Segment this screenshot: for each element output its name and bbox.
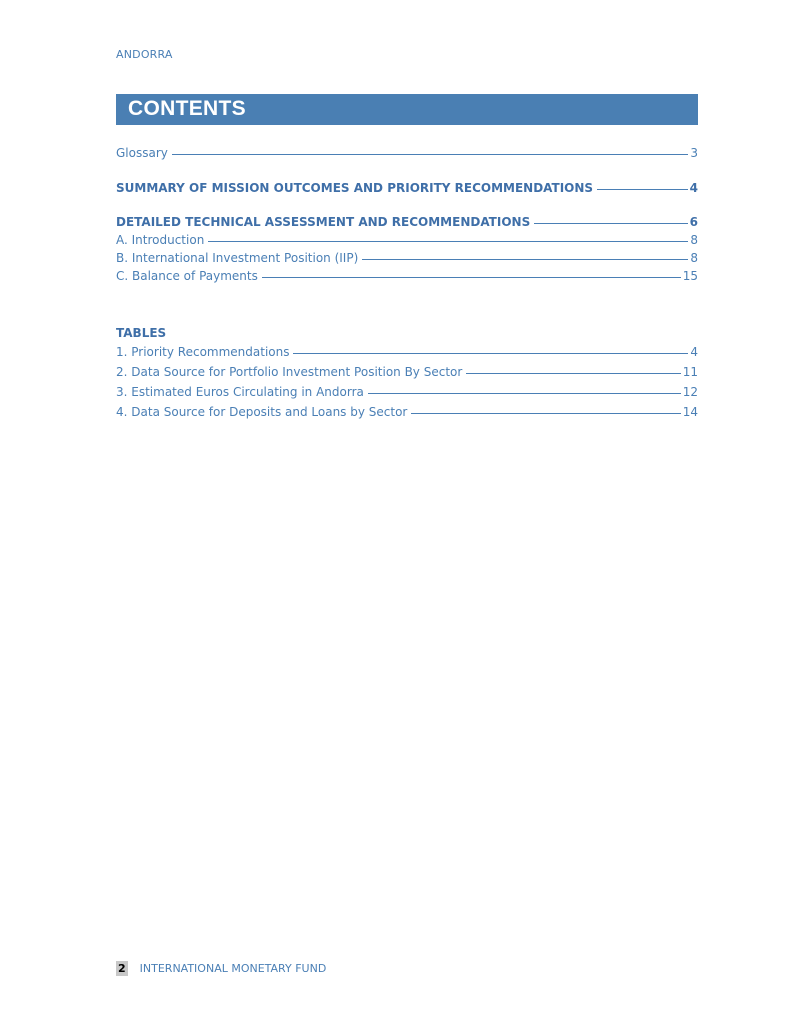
toc-entry-balance-of-payments[interactable] bbox=[116, 269, 698, 287]
dot-leader bbox=[597, 189, 688, 190]
toc-entry-label: SUMMARY OF MISSION OUTCOMES AND PRIORITY RECOMMENDATIONS bbox=[116, 181, 594, 195]
dot-leader bbox=[262, 277, 681, 278]
toc-entry-glossary[interactable] bbox=[116, 146, 698, 164]
page-footer bbox=[116, 961, 326, 976]
toc-entry-page: 6 bbox=[689, 215, 698, 229]
toc-entry-page: 15 bbox=[682, 269, 698, 283]
dot-leader bbox=[368, 393, 681, 394]
toc-entry-page: 4 bbox=[690, 345, 698, 359]
contents-banner bbox=[116, 94, 698, 125]
toc-entry-page: 8 bbox=[690, 233, 698, 247]
footer-organization: INTERNATIONAL MONETARY FUND bbox=[139, 962, 327, 975]
dot-leader bbox=[466, 373, 680, 374]
toc-entry-page: 12 bbox=[682, 385, 698, 399]
footer-page-number: 2 bbox=[118, 962, 126, 975]
toc-entry-label: A. Introduction bbox=[116, 233, 205, 247]
toc-entry-introduction[interactable] bbox=[116, 233, 698, 251]
tables-heading: TABLES bbox=[116, 326, 167, 340]
toc-entry-summary[interactable] bbox=[116, 181, 698, 199]
toc-entry-table-2[interactable] bbox=[116, 365, 698, 385]
toc-entry-table-3[interactable] bbox=[116, 385, 698, 405]
toc-entry-label: 2. Data Source for Portfolio Investment Position By Sector bbox=[116, 365, 463, 379]
toc-entry-label: C. Balance of Payments bbox=[116, 269, 258, 283]
toc-entry-detailed-assessment[interactable] bbox=[116, 215, 698, 233]
toc-group-tables bbox=[116, 345, 698, 425]
toc-entry-page: 3 bbox=[690, 146, 698, 160]
dot-leader bbox=[172, 154, 688, 155]
toc-entry-label: DETAILED TECHNICAL ASSESSMENT AND RECOMMENDATIONS bbox=[116, 215, 531, 229]
toc-entry-page: 8 bbox=[690, 251, 698, 265]
dot-leader bbox=[208, 241, 688, 242]
dot-leader bbox=[411, 413, 680, 414]
running-head: ANDORRA bbox=[116, 48, 173, 61]
toc-entry-label: B. International Investment Position (IIP) bbox=[116, 251, 359, 265]
toc-entry-label: 4. Data Source for Deposits and Loans by Sector bbox=[116, 405, 408, 419]
toc-entry-label: 1. Priority Recommendations bbox=[116, 345, 290, 359]
dot-leader bbox=[534, 223, 687, 224]
dot-leader bbox=[293, 353, 688, 354]
toc-entry-label: Glossary bbox=[116, 146, 168, 160]
toc-entry-label: 3. Estimated Euros Circulating in Andorra bbox=[116, 385, 364, 399]
toc-entry-page: 4 bbox=[689, 181, 698, 195]
toc-entry-page: 11 bbox=[682, 365, 698, 379]
toc-group-detailed bbox=[116, 215, 698, 287]
toc-entry-table-1[interactable] bbox=[116, 345, 698, 365]
contents-title: CONTENTS bbox=[128, 97, 246, 120]
toc-entry-iip[interactable] bbox=[116, 251, 698, 269]
toc-group-summary bbox=[116, 181, 698, 199]
dot-leader bbox=[362, 259, 688, 260]
toc-entry-page: 14 bbox=[682, 405, 698, 419]
toc-group-glossary bbox=[116, 146, 698, 164]
toc-entry-table-4[interactable] bbox=[116, 405, 698, 425]
